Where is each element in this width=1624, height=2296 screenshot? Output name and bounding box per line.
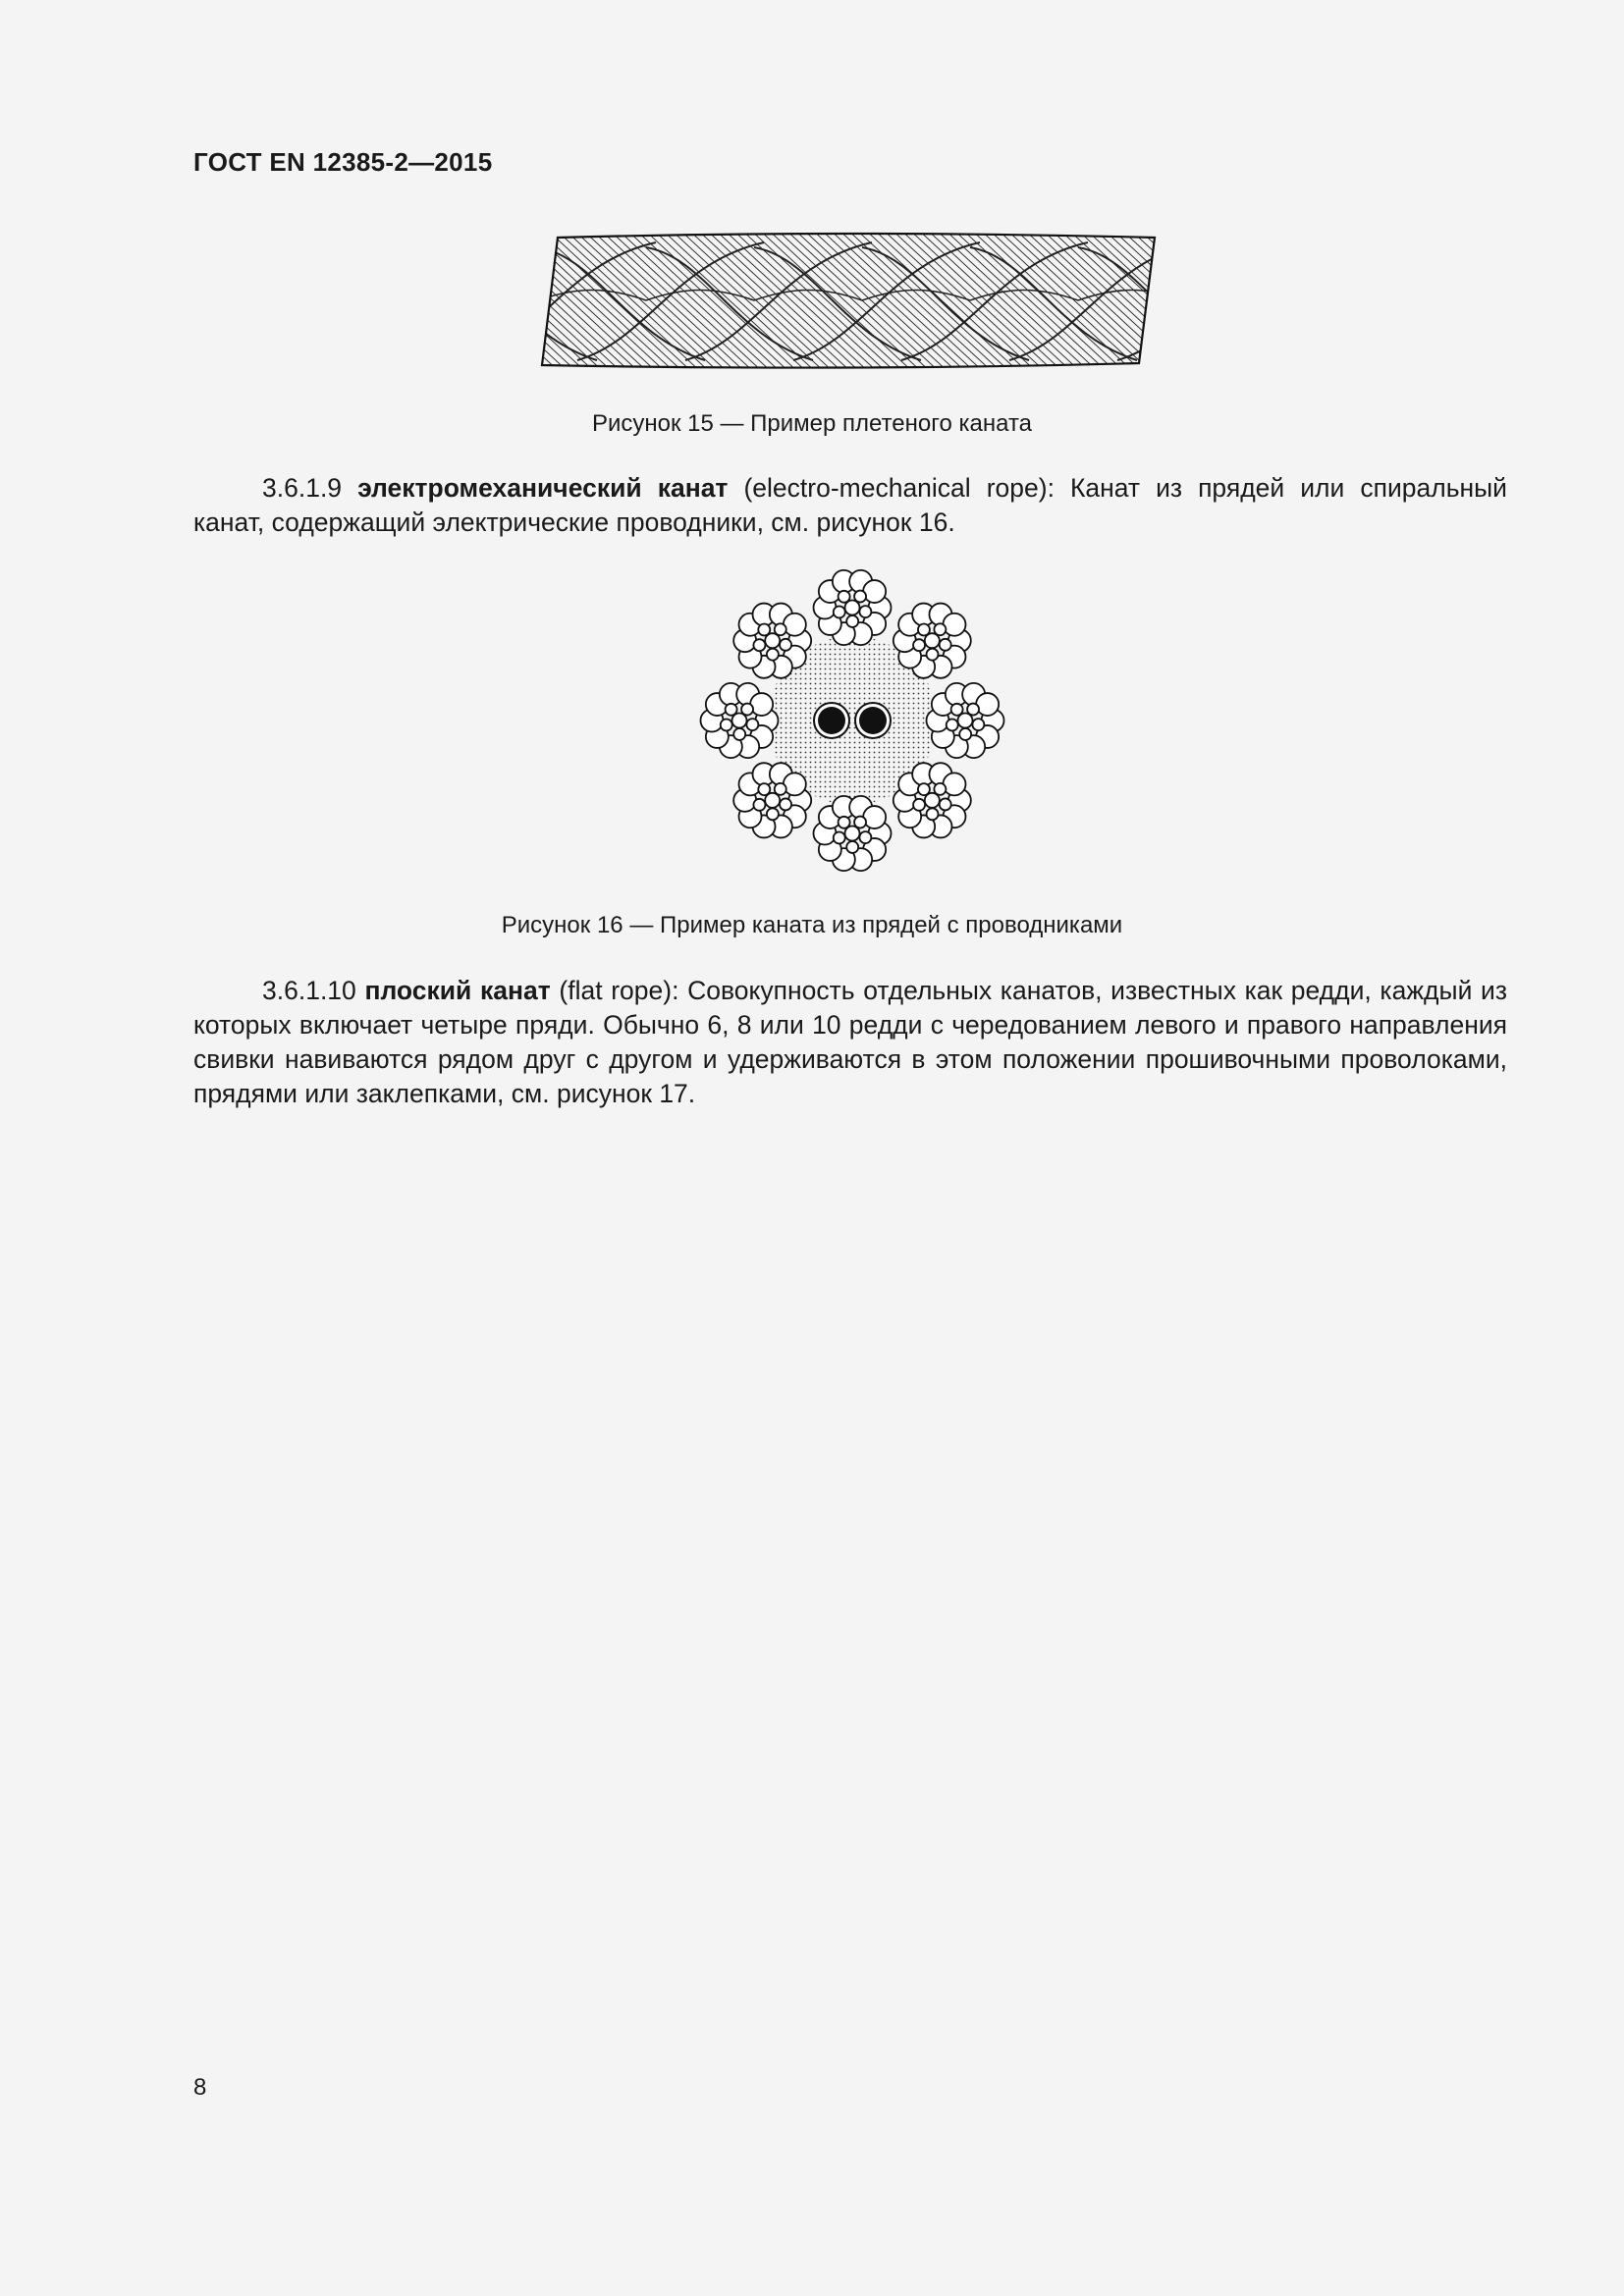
strand-icon [893,604,971,678]
section-text: (flat rope): Совокупность отдельных канатов, известных как редди, каждый из которых включает четыре пряди. Обычно 6, 8 или 10 редди с чередованием левого и правого направления свивки навиваются рядом друг с другом и удерживаются в этом положении прошивочными проволоками, прядями или заклепками, см. рисунок 17. [193,976,1507,1108]
section-number: 3.6.1.9 [262,473,343,503]
section-3-6-1-10 [193,974,1507,1111]
strand-icon [733,604,811,678]
document-header: ГОСТ EN 12385-2—2015 [193,147,493,177]
figure-15-caption: Рисунок 15 — Пример плетеного каната [591,410,1033,437]
section-term: плоский канат [364,976,551,1005]
section-term: электромеханический канат [357,473,729,503]
stranded-rope-cross-section-figure [699,567,1005,874]
braided-rope-figure [538,228,1159,373]
section-3-6-1-9 [193,471,1507,540]
strand-icon [814,796,892,871]
strand-icon [927,683,1004,758]
strand-icon [701,683,779,758]
strand-icon [893,763,971,837]
page-number: 8 [193,2074,207,2101]
section-number: 3.6.1.10 [262,976,356,1005]
strand-icon [814,570,892,645]
strand-icon [733,763,811,837]
section-text: (electro-mechanical rope): Канат из прядей или спиральный канат, содержащий электрические проводники, см. рисунок 16. [193,473,1507,537]
figure-16-caption: Рисунок 16 — Пример каната из прядей с проводниками [501,912,1123,938]
